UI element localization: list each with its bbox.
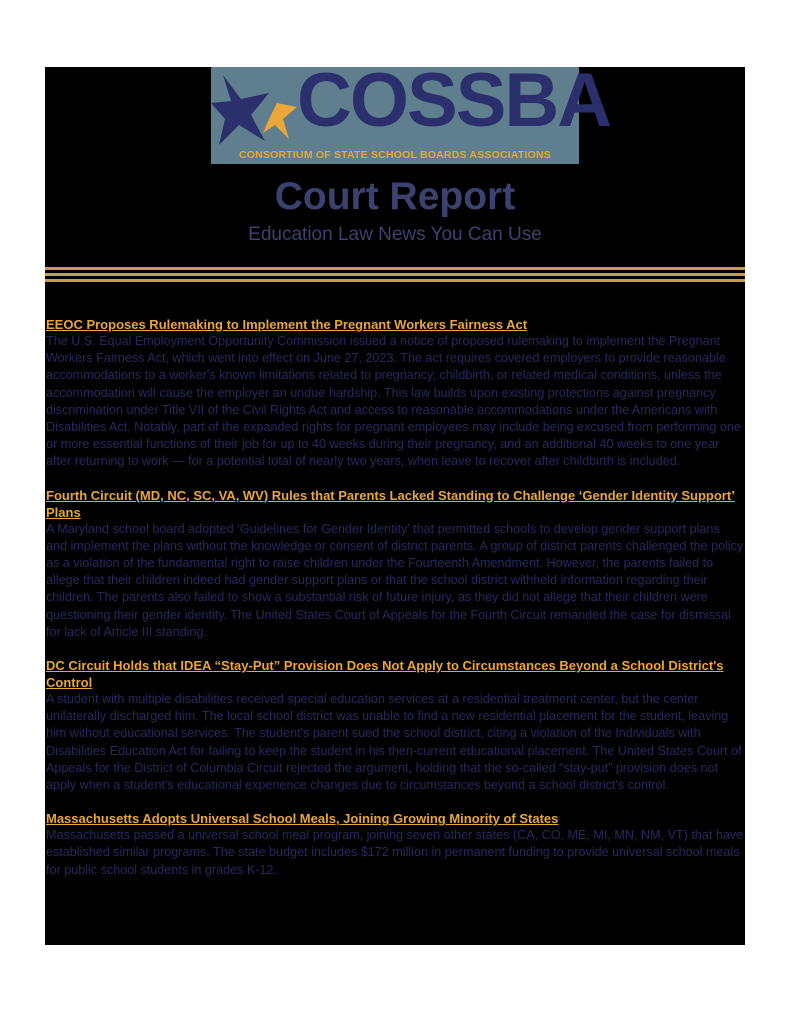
navy-star-icon: [211, 75, 269, 145]
page-subtitle: Education Law News You Can Use: [248, 224, 542, 245]
article-body: A Maryland school board adopted ‘Guidelines for Gender Identity’ that permitted schools to develop gender support plans and implement the plans without the knowledge or consent of district parents. A group of district parents challenged the policy as a violation of the fundamental right to raise children under the Fourteenth Amendment. However, the parents failed to allege that their children indeed had gender support plans or that the school district withheld information regarding their children. The parents also failed to show a substantial risk of future injury, as they did not allege that their children were questioning their gender identity. The United States Court of Appeals for the Fourth Circuit remanded the case for dismissal for lack of Article III standing.: [46, 521, 744, 639]
article-body: Massachusetts passed a universal school meal program, joining seven other states (CA, CO, ME, MI, MN, NM, VT) that have established similar programs. The state budget includes $172 million in permanent funding to provide universal school meals for public school students in grades K-12.: [46, 828, 744, 877]
divider-line: [45, 273, 745, 276]
article-body: The U.S. Equal Employment Opportunity Commission issued a notice of proposed rulemaking to implement the Pregnant Workers Fairness Act, which went into effect on June 27, 2023. The act requires covered employers to provide reasonable accommodations to a worker's known limitations related to pregnancy, childbirth, or related medical conditions, unless the accommodation will cause the employer an undue hardship. This law builds upon existing protections against pregnancy discrimination under Title VII of the Civil Rights Act and access to reasonable accommodations under the Americans with Disabilities Act. Notably, part of the expanded rights for pregnant employees may include being excused from performing one or more essential functions of their job for up to 40 weeks during their pregnancy, and an additional 40 weeks to one year after returning to work — for a potential total of nearly two years, when leave to recover after childbirth is included.: [46, 334, 741, 469]
divider-line: [45, 279, 745, 282]
article-headline-link[interactable]: Massachusetts Adopts Universal School Meals, Joining Growing Minority of States: [46, 811, 559, 827]
logo-wordmark: COSSBA: [297, 67, 611, 143]
article-list: [46, 316, 744, 895]
page-title: Court Report: [274, 175, 516, 218]
article-item: [46, 316, 744, 471]
article-item: [46, 810, 744, 879]
newsletter-page: [45, 67, 745, 945]
article-item: [46, 657, 744, 794]
cossba-logo: [211, 67, 611, 164]
article-headline-link[interactable]: DC Circuit Holds that IDEA “Stay-Put” Provision Does Not Apply to Circumstances Beyond a School District's Control: [46, 658, 724, 691]
logo-subtitle: CONSORTIUM OF STATE SCHOOL BOARDS ASSOCIATIONS: [239, 149, 551, 161]
article-body: A student with multiple disabilities received special education services at a residential treatment center, but the center unilaterally discharged him. The local school district was unable to find a new residential placement for the student, leaving him without educational services. The student's parent sued the school district, citing a violation of the Individuals with Disabilities Education Act for failing to keep the student in his then-current educational placement. The United States Court of Appeals for the District of Columbia Circuit rejected the argument, holding that the so-called “stay-put” provision does not apply when a student's educational experience changes due to circumstances beyond a school district's control.: [46, 692, 742, 793]
article-headline-link[interactable]: Fourth Circuit (MD, NC, SC, VA, WV) Rules that Parents Lacked Standing to Challenge ‘Gender Identity Support’ Plans: [46, 487, 735, 520]
article-headline-link[interactable]: EEOC Proposes Rulemaking to Implement the Pregnant Workers Fairness Act: [46, 317, 528, 332]
divider-line: [45, 267, 745, 270]
gold-star-icon: [263, 103, 297, 139]
article-item: [46, 487, 744, 641]
